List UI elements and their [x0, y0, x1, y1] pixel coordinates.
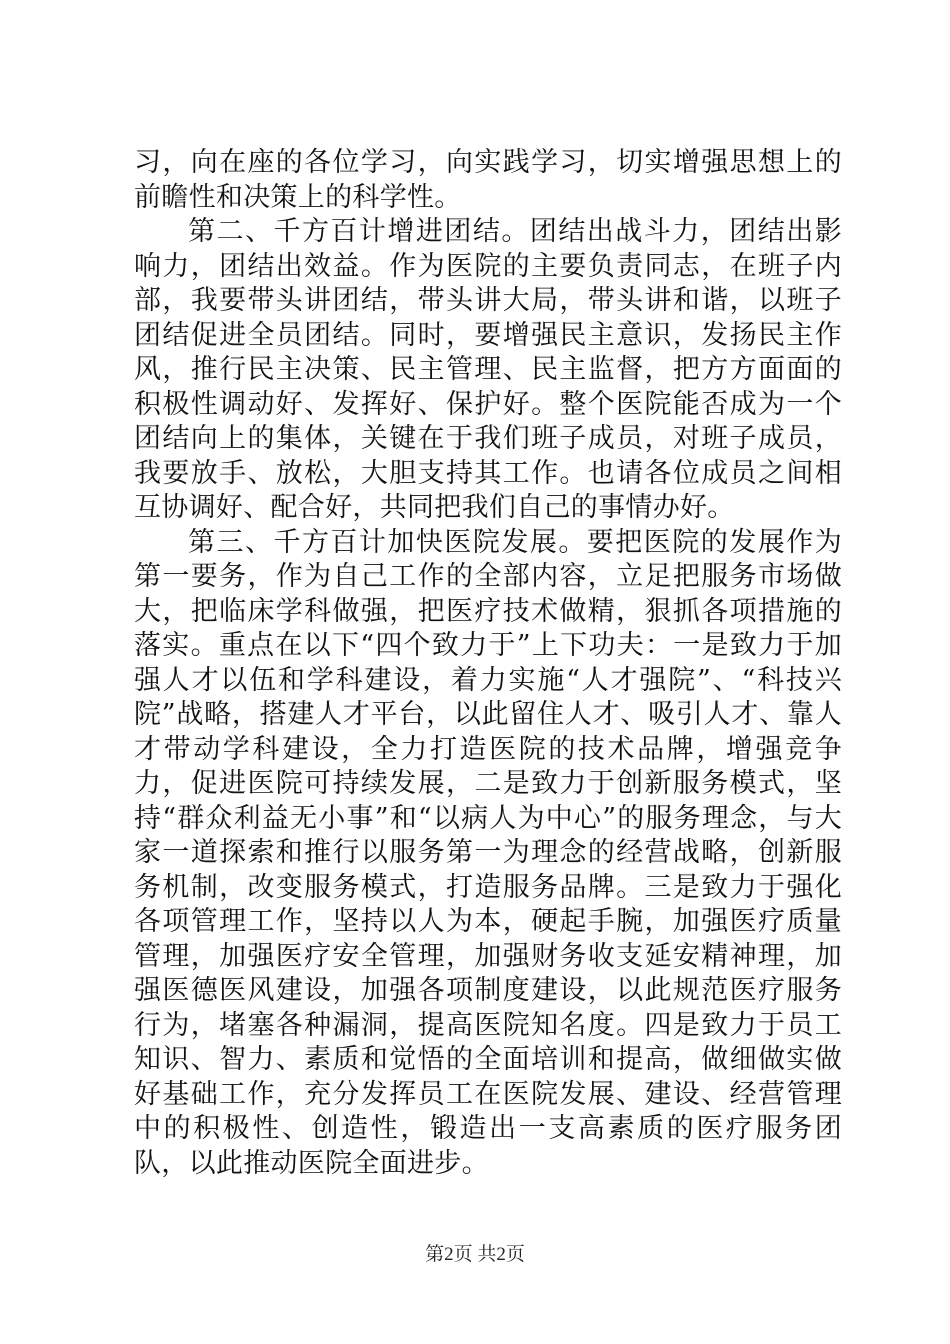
paragraph-third-development: 第三、千方百计加快医院发展。要把医院的发展作为第一要务，作为自己工作的全部内容，立足把服务市场做大，把临床学科做强，把医疗技术做精，狠抓各项措施的落实。重点在以下“四个致力于”上下功夫：一是致力于加强人才以伍和学科建设，着力实施“人才强院”、“科技兴院”战略，搭建人才平台，以此留住人才、吸引人才、靠人才带动学科建设，全力打造医院的技术品牌，增强竞争力，促进医院可持续发展，二是致力于创新服务模式，坚持“群众利益无小事”和“以病人为中心”的服务理念，与大家一道探索和推行以服务第一为理念的经营战略，创新服务机制，改变服务模式，打造服务品牌。三是致力于强化各项管理工作，坚持以人为本，硬起手腕，加强医疗质量管理，加强医疗安全管理，加强财务收支延安精神理，加强医德医风建设，加强各项制度建设，以此规范医疗服务行为，堵塞各种漏洞，提高医院知名度。四是致力于员工知识、智力、素质和觉悟的全面培训和提高，做细做实做好基础工作，充分发挥员工在医院发展、建设、经营管理中的积极性、创造性，锻造出一支高素质的医疗服务团队，以此推动医院全面进步。	[134, 526, 842, 1179]
page-number-footer: 第2页 共2页	[425, 1244, 525, 1265]
paragraph-continuation: 习，向在座的各位学习，向实践学习，切实增强思想上的前瞻性和决策上的科学性。	[134, 147, 842, 213]
paragraph-second-unity: 第二、千方百计增进团结。团结出战斗力，团结出影响力，团结出效益。作为医院的主要负责同志，在班子内部，我要带头讲团结，带头讲大局，带头讲和谐，以班子团结促进全员团结。同时，要增强民主意识，发扬民主作风，推行民主决策、民主管理、民主监督，把方方面面的积极性调动好、发挥好、保护好。整个医院能否成为一个团结向上的集体，关键在于我们班子成员，对班子成员，我要放手、放松，大胆支持其工作。也请各位成员之间相互协调好、配合好，共同把我们自己的事情办好。	[134, 216, 842, 523]
document-body	[134, 146, 842, 1181]
